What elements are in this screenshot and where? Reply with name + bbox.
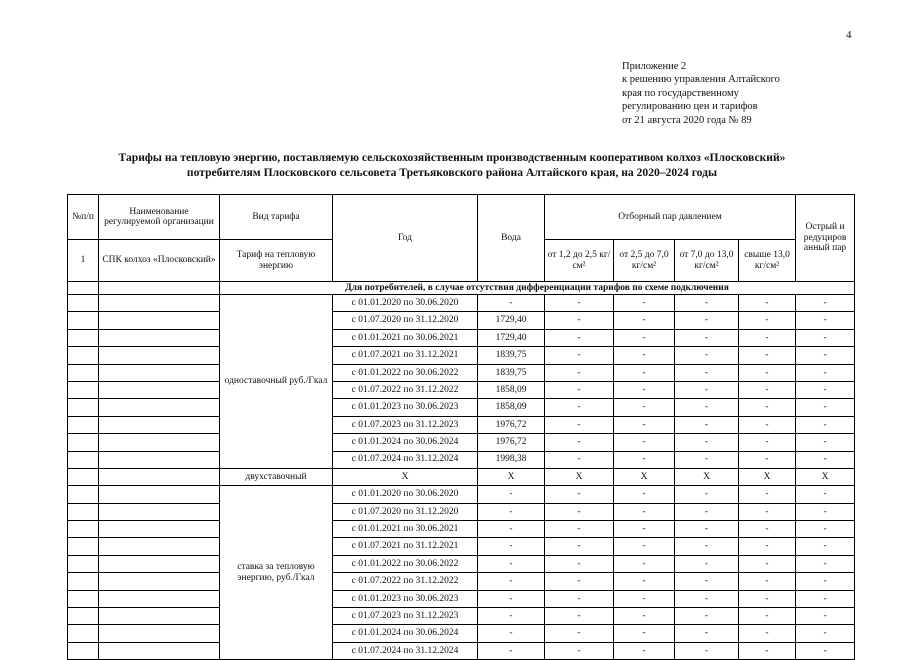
steam-4-value: - <box>739 312 796 329</box>
empty-cell <box>68 451 99 468</box>
acute-steam-value: - <box>796 503 855 520</box>
table-row <box>68 521 855 538</box>
period-cell: с 01.01.2023 по 30.06.2023 <box>333 590 478 607</box>
empty-cell <box>99 312 220 329</box>
steam-2-value: - <box>614 555 675 572</box>
appendix-note <box>622 60 780 127</box>
empty-cell <box>99 416 220 433</box>
steam-2-value: - <box>614 381 675 398</box>
table-row <box>68 434 855 451</box>
empty-cell <box>68 521 99 538</box>
steam-1-value: - <box>545 590 614 607</box>
steam-3-value: - <box>675 399 739 416</box>
empty-cell <box>68 642 99 659</box>
header-water: Вода <box>478 195 545 282</box>
appendix-line: от 21 августа 2020 года № 89 <box>622 114 752 126</box>
steam-3-value: - <box>675 521 739 538</box>
water-value: - <box>478 590 545 607</box>
two-rate-value: X <box>739 468 796 485</box>
water-value: - <box>478 538 545 555</box>
empty-cell <box>68 381 99 398</box>
empty-cell <box>99 295 220 312</box>
empty-cell <box>99 573 220 590</box>
water-value: 1976,72 <box>478 434 545 451</box>
acute-steam-value: - <box>796 416 855 433</box>
empty-cell <box>68 312 99 329</box>
period-cell: с 01.01.2020 по 30.06.2020 <box>333 486 478 503</box>
tariff-table <box>67 194 855 660</box>
empty-cell <box>68 555 99 572</box>
appendix-line: края по государственному <box>622 87 739 99</box>
header-steam-3: от 7,0 до 13,0 кг/см² <box>675 240 739 282</box>
steam-3-value: - <box>675 364 739 381</box>
steam-2-value: - <box>614 538 675 555</box>
steam-2-value: - <box>614 329 675 346</box>
steam-1-value: - <box>545 451 614 468</box>
empty-cell <box>99 347 220 364</box>
empty-cell <box>68 282 99 295</box>
table-row <box>68 573 855 590</box>
empty-cell <box>68 364 99 381</box>
table-row <box>68 486 855 503</box>
water-value: - <box>478 608 545 625</box>
acute-steam-value: - <box>796 608 855 625</box>
page-number: 4 <box>846 29 852 41</box>
acute-steam-value: - <box>796 347 855 364</box>
steam-4-value: - <box>739 503 796 520</box>
empty-cell <box>68 329 99 346</box>
empty-cell <box>68 503 99 520</box>
table-row <box>68 503 855 520</box>
empty-cell <box>68 468 99 485</box>
period-cell: с 01.07.2020 по 31.12.2020 <box>333 312 478 329</box>
steam-1-value: - <box>545 347 614 364</box>
water-value: 1729,40 <box>478 312 545 329</box>
empty-cell <box>68 347 99 364</box>
appendix-line: к решению управления Алтайского <box>622 74 780 86</box>
table-row <box>68 329 855 346</box>
empty-cell <box>99 468 220 485</box>
two-rate-value: X <box>796 468 855 485</box>
steam-2-value: - <box>614 416 675 433</box>
steam-2-value: - <box>614 642 675 659</box>
acute-steam-value: - <box>796 590 855 607</box>
steam-2-value: - <box>614 295 675 312</box>
steam-2-value: - <box>614 312 675 329</box>
steam-3-value: - <box>675 503 739 520</box>
empty-cell <box>99 364 220 381</box>
steam-2-value: - <box>614 364 675 381</box>
steam-3-value: - <box>675 573 739 590</box>
header-num: №п/п <box>68 195 99 240</box>
water-value: - <box>478 573 545 590</box>
steam-3-value: - <box>675 642 739 659</box>
table-row <box>68 347 855 364</box>
empty-cell <box>68 538 99 555</box>
period-cell: с 01.01.2021 по 30.06.2021 <box>333 329 478 346</box>
acute-steam-value: - <box>796 521 855 538</box>
empty-cell <box>68 434 99 451</box>
water-value: 1998,38 <box>478 451 545 468</box>
steam-1-value: - <box>545 503 614 520</box>
steam-4-value: - <box>739 381 796 398</box>
title-line-1: Тарифы на тепловую энергию, поставляемую сельскохозяйственным производственным кооперативом колхоз «Плосковский» <box>118 151 786 164</box>
water-value: 1858,09 <box>478 399 545 416</box>
steam-1-value: - <box>545 312 614 329</box>
steam-2-value: - <box>614 608 675 625</box>
acute-steam-value: - <box>796 364 855 381</box>
appendix-line: Приложение 2 <box>622 61 687 72</box>
water-value: 1976,72 <box>478 416 545 433</box>
empty-cell <box>68 486 99 503</box>
steam-3-value: - <box>675 434 739 451</box>
tariff-type-label: ставка за тепловую энергию, руб./Гкал <box>220 486 333 660</box>
two-rate-value: X <box>614 468 675 485</box>
steam-3-value: - <box>675 590 739 607</box>
table-row <box>68 312 855 329</box>
empty-cell <box>68 590 99 607</box>
title-line-2: потребителям Плосковского сельсовета Третьяковского района Алтайского края, на 2020–2024 годы <box>186 165 718 179</box>
steam-3-value: - <box>675 329 739 346</box>
tariff-type-label: одноставочный руб./Гкал <box>220 295 333 469</box>
table-row <box>68 642 855 659</box>
empty-cell <box>68 608 99 625</box>
period-cell: с 01.07.2021 по 31.12.2021 <box>333 538 478 555</box>
empty-cell <box>99 329 220 346</box>
steam-1-value: - <box>545 521 614 538</box>
acute-steam-value: - <box>796 451 855 468</box>
steam-4-value: - <box>739 347 796 364</box>
section-label: Для потребителей, в случае отсутствия дифференциации тарифов по схеме подключения <box>220 282 855 295</box>
header-acute-steam: Острый и редуциров анный пар <box>796 195 855 282</box>
water-value: - <box>478 555 545 572</box>
empty-cell <box>99 538 220 555</box>
steam-3-value: - <box>675 608 739 625</box>
steam-4-value: - <box>739 295 796 312</box>
steam-4-value: - <box>739 364 796 381</box>
table-row <box>68 590 855 607</box>
empty-cell <box>68 573 99 590</box>
steam-1-value: - <box>545 555 614 572</box>
steam-2-value: - <box>614 503 675 520</box>
steam-3-value: - <box>675 555 739 572</box>
table-row <box>68 416 855 433</box>
steam-1-value: - <box>545 642 614 659</box>
acute-steam-value: - <box>796 399 855 416</box>
steam-2-value: - <box>614 625 675 642</box>
water-value: 1839,75 <box>478 364 545 381</box>
acute-steam-value: - <box>796 625 855 642</box>
table-row <box>68 538 855 555</box>
empty-cell <box>68 399 99 416</box>
steam-1-value: - <box>545 364 614 381</box>
steam-3-value: - <box>675 451 739 468</box>
steam-3-value: - <box>675 295 739 312</box>
steam-2-value: - <box>614 434 675 451</box>
steam-2-value: - <box>614 486 675 503</box>
steam-1-value: - <box>545 486 614 503</box>
steam-4-value: - <box>739 451 796 468</box>
empty-cell <box>99 642 220 659</box>
two-rate-value: X <box>478 468 545 485</box>
period-cell: с 01.01.2023 по 30.06.2023 <box>333 399 478 416</box>
header-steam-1: от 1,2 до 2,5 кг/см² <box>545 240 614 282</box>
steam-4-value: - <box>739 590 796 607</box>
steam-4-value: - <box>739 486 796 503</box>
empty-cell <box>99 521 220 538</box>
header-steam-2: от 2,5 до 7,0 кг/см² <box>614 240 675 282</box>
steam-1-value: - <box>545 625 614 642</box>
two-rate-row <box>68 468 855 485</box>
steam-2-value: - <box>614 451 675 468</box>
org-tariff-type: Тариф на тепловую энергию <box>220 240 333 282</box>
acute-steam-value: - <box>796 312 855 329</box>
steam-2-value: - <box>614 347 675 364</box>
empty-cell <box>68 416 99 433</box>
empty-cell <box>99 486 220 503</box>
empty-cell <box>99 451 220 468</box>
acute-steam-value: - <box>796 295 855 312</box>
acute-steam-value: - <box>796 642 855 659</box>
header-steam-4: свыше 13,0 кг/см² <box>739 240 796 282</box>
header-type: Вид тарифа <box>220 195 333 240</box>
period-cell: с 01.07.2024 по 31.12.2024 <box>333 451 478 468</box>
two-rate-value: X <box>675 468 739 485</box>
table-row <box>68 608 855 625</box>
water-value: 1729,40 <box>478 329 545 346</box>
steam-3-value: - <box>675 486 739 503</box>
period-cell: с 01.07.2024 по 31.12.2024 <box>333 642 478 659</box>
steam-1-value: - <box>545 381 614 398</box>
empty-cell <box>99 434 220 451</box>
steam-3-value: - <box>675 538 739 555</box>
steam-3-value: - <box>675 381 739 398</box>
steam-4-value: - <box>739 399 796 416</box>
period-cell: с 01.07.2023 по 31.12.2023 <box>333 416 478 433</box>
period-cell: с 01.07.2023 по 31.12.2023 <box>333 608 478 625</box>
tariff-type-label: двухставочный <box>220 468 333 485</box>
steam-4-value: - <box>739 329 796 346</box>
empty-cell <box>68 295 99 312</box>
steam-3-value: - <box>675 347 739 364</box>
table-row <box>68 381 855 398</box>
empty-cell <box>99 608 220 625</box>
table-row <box>68 399 855 416</box>
period-cell: с 01.07.2021 по 31.12.2021 <box>333 347 478 364</box>
steam-1-value: - <box>545 295 614 312</box>
table-row <box>68 364 855 381</box>
acute-steam-value: - <box>796 555 855 572</box>
section-row <box>68 282 855 295</box>
empty-cell <box>99 282 220 295</box>
steam-2-value: - <box>614 399 675 416</box>
period-cell: с 01.01.2024 по 30.06.2024 <box>333 434 478 451</box>
acute-steam-value: - <box>796 381 855 398</box>
steam-1-value: - <box>545 573 614 590</box>
appendix-line: регулированию цен и тарифов <box>622 101 758 113</box>
table-row <box>68 295 855 312</box>
period-cell: с 01.07.2020 по 31.12.2020 <box>333 503 478 520</box>
water-value: - <box>478 503 545 520</box>
water-value: 1858,09 <box>478 381 545 398</box>
steam-2-value: - <box>614 573 675 590</box>
empty-cell <box>99 381 220 398</box>
water-value: - <box>478 625 545 642</box>
period-cell: с 01.01.2021 по 30.06.2021 <box>333 521 478 538</box>
period-cell: с 01.01.2020 по 30.06.2020 <box>333 295 478 312</box>
water-value: - <box>478 521 545 538</box>
water-value: - <box>478 295 545 312</box>
steam-2-value: - <box>614 521 675 538</box>
empty-cell <box>99 399 220 416</box>
water-value: - <box>478 486 545 503</box>
acute-steam-value: - <box>796 538 855 555</box>
two-rate-value: X <box>545 468 614 485</box>
period-cell: с 01.07.2022 по 31.12.2022 <box>333 573 478 590</box>
steam-4-value: - <box>739 573 796 590</box>
empty-cell <box>99 555 220 572</box>
steam-4-value: - <box>739 416 796 433</box>
steam-1-value: - <box>545 434 614 451</box>
steam-4-value: - <box>739 625 796 642</box>
acute-steam-value: - <box>796 434 855 451</box>
table-row <box>68 555 855 572</box>
period-cell: с 01.01.2022 по 30.06.2022 <box>333 555 478 572</box>
period-cell: с 01.01.2024 по 30.06.2024 <box>333 625 478 642</box>
header-row <box>68 195 855 240</box>
steam-4-value: - <box>739 608 796 625</box>
steam-1-value: - <box>545 538 614 555</box>
steam-1-value: - <box>545 416 614 433</box>
header-year: Год <box>333 195 478 282</box>
steam-4-value: - <box>739 434 796 451</box>
document-title <box>0 151 904 180</box>
steam-3-value: - <box>675 416 739 433</box>
empty-cell <box>99 503 220 520</box>
steam-2-value: - <box>614 590 675 607</box>
org-num: 1 <box>68 240 99 282</box>
steam-3-value: - <box>675 625 739 642</box>
steam-4-value: - <box>739 538 796 555</box>
period-cell: с 01.01.2022 по 30.06.2022 <box>333 364 478 381</box>
empty-cell <box>99 590 220 607</box>
org-name: СПК колхоз «Плосковский» <box>99 240 220 282</box>
steam-1-value: - <box>545 329 614 346</box>
steam-3-value: - <box>675 312 739 329</box>
steam-1-value: - <box>545 399 614 416</box>
steam-1-value: - <box>545 608 614 625</box>
steam-4-value: - <box>739 521 796 538</box>
period-cell: с 01.07.2022 по 31.12.2022 <box>333 381 478 398</box>
acute-steam-value: - <box>796 329 855 346</box>
two-rate-value: X <box>333 468 478 485</box>
header-steam-group: Отборный пар давлением <box>545 195 796 240</box>
acute-steam-value: - <box>796 486 855 503</box>
steam-4-value: - <box>739 642 796 659</box>
acute-steam-value: - <box>796 573 855 590</box>
steam-4-value: - <box>739 555 796 572</box>
table-row <box>68 451 855 468</box>
water-value: - <box>478 642 545 659</box>
water-value: 1839,75 <box>478 347 545 364</box>
header-org: Наименование регулируемой организации <box>99 195 220 240</box>
